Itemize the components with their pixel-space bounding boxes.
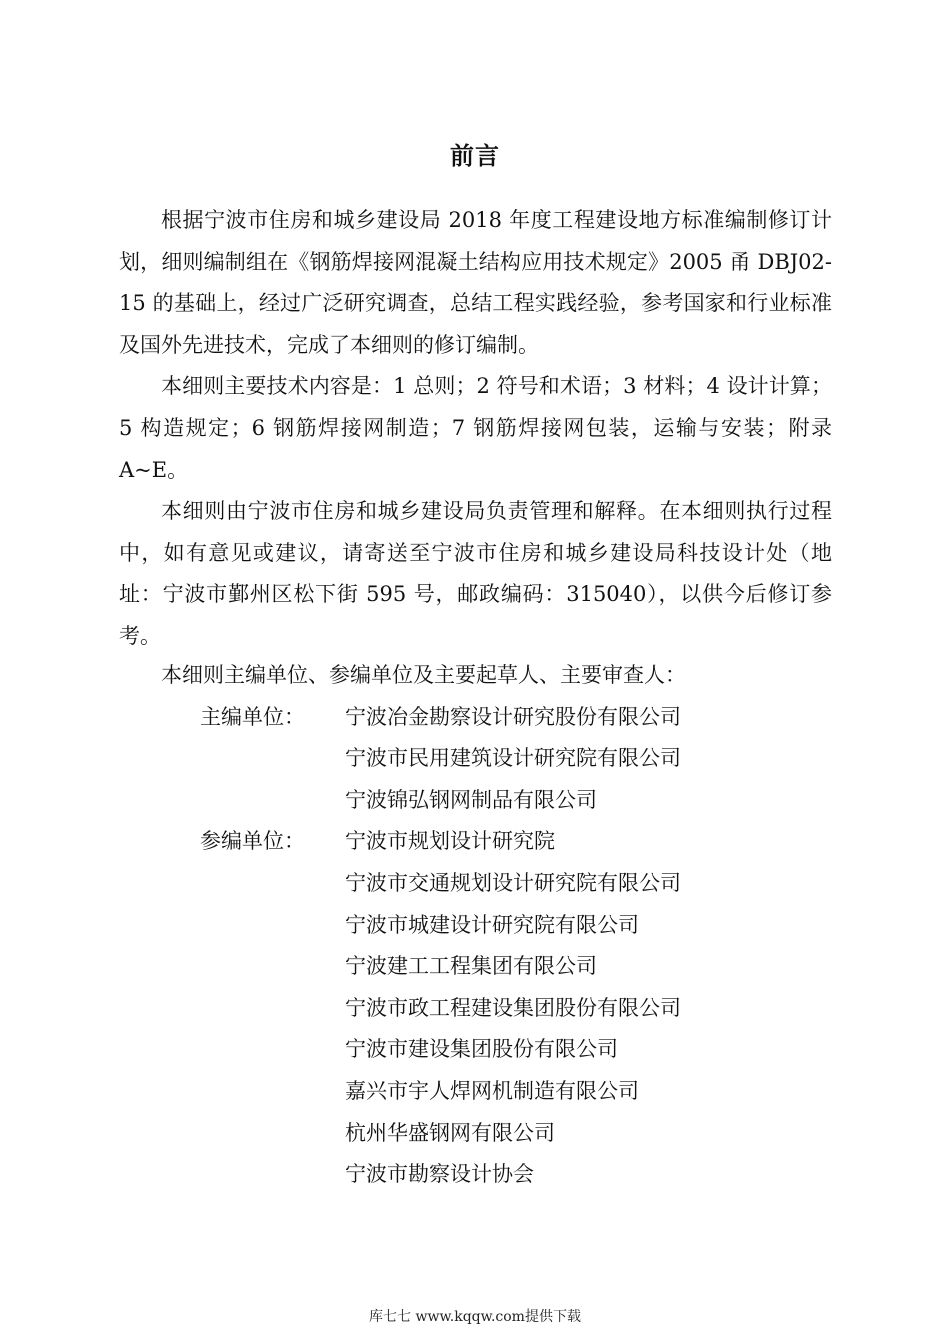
list-item: 宁波市政工程建设集团股份有限公司 bbox=[345, 995, 681, 1020]
participating-units-label: 参编单位： bbox=[200, 829, 305, 854]
preface-body bbox=[119, 200, 832, 658]
list-item: 宁波市城建设计研究院有限公司 bbox=[345, 912, 639, 937]
chief-units-list bbox=[345, 697, 832, 822]
participating-units-group bbox=[119, 821, 832, 1195]
download-footer: 库七七 www.kqqw.com提供下载 bbox=[369, 1309, 581, 1325]
paragraph-contents: 本细则主要技术内容是：1 总则；2 符号和术语；3 材料；4 设计计算；5 构造规定；6 钢筋焊接网制造；7 钢筋焊接网包装，运输与安装；附录 A~E。 bbox=[119, 374, 832, 482]
chief-units-label: 主编单位： bbox=[200, 704, 305, 729]
list-item: 宁波市民用建筑设计研究院有限公司 bbox=[345, 746, 681, 771]
list-item: 嘉兴市宇人焊网机制造有限公司 bbox=[345, 1078, 639, 1103]
participating-units-list bbox=[345, 821, 832, 1195]
list-item: 宁波市勘察设计协会 bbox=[345, 1162, 534, 1187]
list-item: 宁波冶金勘察设计研究股份有限公司 bbox=[345, 704, 681, 729]
units-section bbox=[119, 655, 832, 1196]
paragraph-management: 本细则由宁波市住房和城乡建设局负责管理和解释。在本细则执行过程中，如有意见或建议，请寄送至宁波市住房和城乡建设局科技设计处（地址：宁波市鄞州区松下街 595 号，邮政编码：315040），以供今后修订参考。 bbox=[119, 499, 832, 648]
list-item: 宁波市交通规划设计研究院有限公司 bbox=[345, 870, 681, 895]
list-item: 宁波锦弘钢网制品有限公司 bbox=[345, 787, 597, 812]
list-item: 宁波市规划设计研究院 bbox=[345, 829, 555, 854]
page-title: 前言 bbox=[450, 141, 500, 170]
paragraph-background: 根据宁波市住房和城乡建设局 2018 年度工程建设地方标准编制修订计划，细则编制组在《钢筋焊接网混凝土结构应用技术规定》2005 甬 DBJ02-15 的基础上，经过广泛研究调查，总结工程实践经验，参考国家和行业标准及国外先进技术，完成了本细则的修订编制。 bbox=[119, 208, 832, 357]
units-intro: 本细则主编单位、参编单位及主要起草人、主要审查人： bbox=[161, 663, 686, 687]
list-item: 宁波市建设集团股份有限公司 bbox=[345, 1037, 618, 1062]
chief-units-group bbox=[119, 697, 832, 822]
list-item: 宁波建工工程集团有限公司 bbox=[345, 954, 597, 979]
list-item: 杭州华盛钢网有限公司 bbox=[345, 1120, 555, 1145]
